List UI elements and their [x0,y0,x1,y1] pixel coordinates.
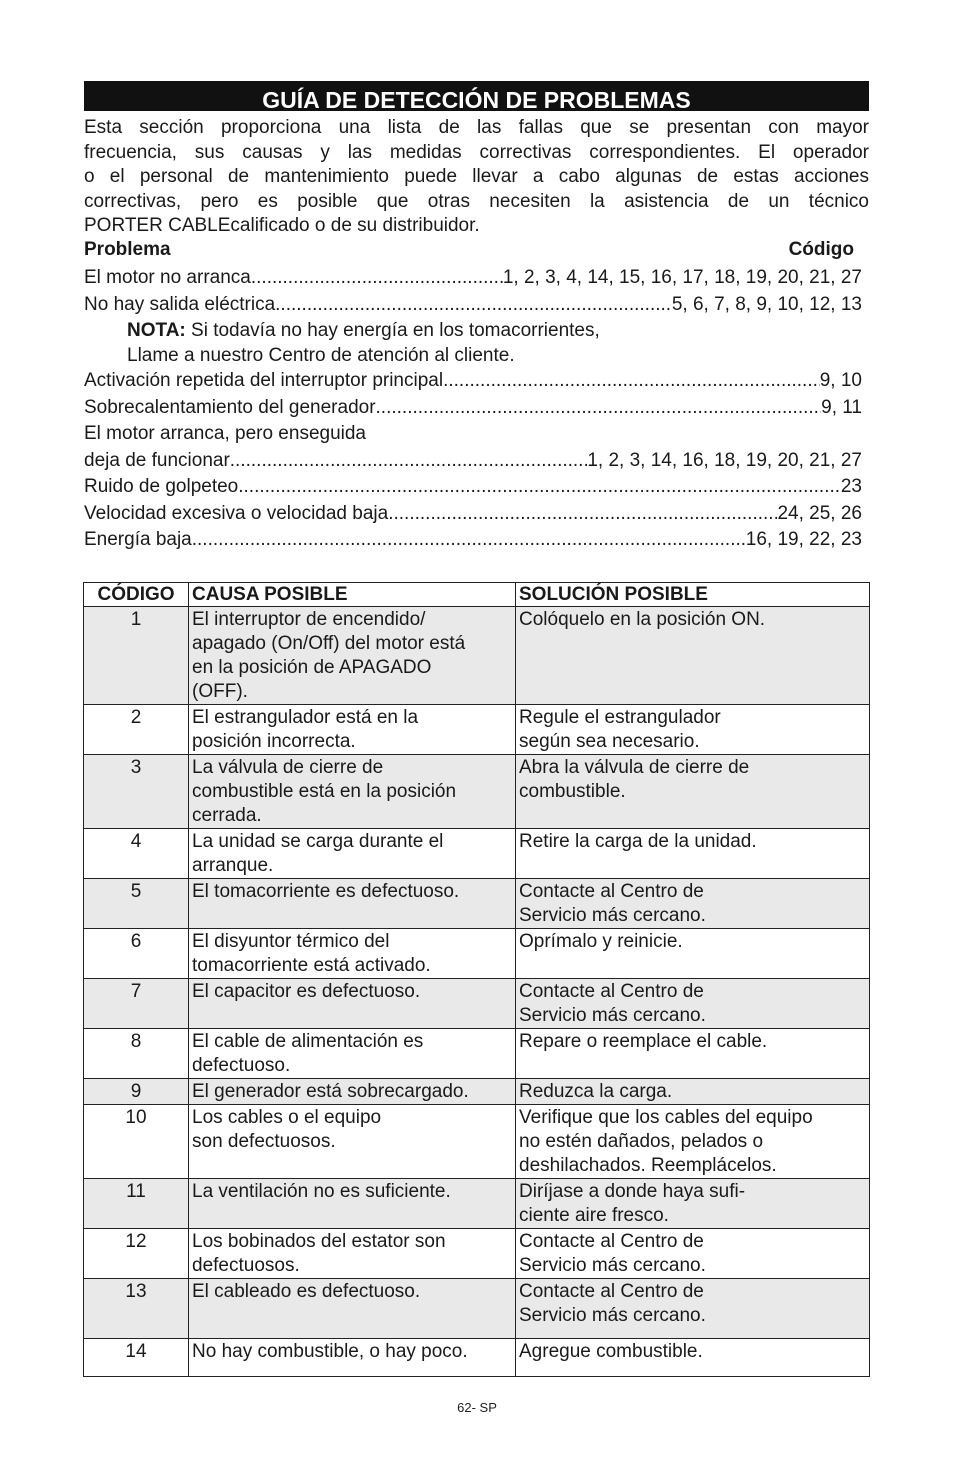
table-row [84,829,870,879]
cell-solution: Verifique que los cables del equipo no estén dañados, pelados o deshilachados. Reemplácelos. [516,1105,870,1179]
cell-code: 11 [84,1179,189,1229]
problem-codes: 9, 11 [821,396,862,418]
problem-label: Velocidad excesiva o velocidad baja [84,502,389,524]
table-row [84,1079,870,1105]
problem-codes: 5, 6, 7, 8, 9, 10, 12, 13 [671,293,862,315]
table-header-row [84,583,870,607]
leader-dots [443,368,820,395]
table-row [84,1179,870,1229]
cell-solution: Agregue combustible. [516,1339,870,1377]
note-line-2: Llame a nuestro Centro de atención al cliente. [127,345,515,366]
problem-label-first-line: El motor arranca, pero enseguida [84,423,366,444]
cell-code: 10 [84,1105,189,1179]
problem-codes: 16, 19, 22, 23 [745,529,862,550]
cell-cause: El interruptor de encendido/ apagado (On/Off) del motor está en la posición de APAGADO (OFF). [189,607,516,705]
cell-code: 9 [84,1079,189,1105]
leader-dots [251,265,503,292]
cell-solution: Contacte al Centro de Servicio más cercano. [516,1229,870,1279]
note-text: Si todavía no hay energía en los tomacorrientes, [185,320,600,341]
problem-row [84,474,862,501]
cell-code: 2 [84,705,189,755]
leader-dots [275,292,672,319]
problem-label: Ruido de golpeteo [84,476,239,497]
cell-cause: El capacitor es defectuoso. [189,979,516,1029]
cell-cause: El tomacorriente es defectuoso. [189,879,516,929]
problem-label: Sobrecalentamiento del generador [84,396,376,418]
table-row [84,979,870,1029]
cell-cause: Los cables o el equipo son defectuosos. [189,1105,516,1179]
page-title: GUÍA DE DETECCIÓN DE PROBLEMAS [84,81,869,111]
intro-line: frecuencia, sus causas y las medidas correctivas correspondientes. El operador [84,141,869,163]
cell-solution: Abra la válvula de cierre de combustible. [516,755,870,829]
cell-solution: Regule el estrangulador según sea necesario. [516,705,870,755]
problems-header-left: Problema [84,239,171,260]
intro-line: correctivas, pero es posible que otras necesiten la asistencia de un técnico [84,190,869,212]
table-row [84,929,870,979]
problem-codes: 24, 25, 26 [777,502,862,524]
cell-cause: El cable de alimentación es defectuoso. [189,1029,516,1079]
table-row [84,1339,870,1377]
table-row [84,755,870,829]
table-body [84,607,870,1377]
cell-solution: Diríjase a donde haya sufi- ciente aire fresco. [516,1179,870,1229]
table-row [84,705,870,755]
leader-dots [230,448,588,475]
table-row [84,607,870,705]
cell-code: 1 [84,607,189,705]
leader-dots [238,474,841,501]
header-code: CÓDIGO [84,583,189,607]
cell-code: 7 [84,979,189,1029]
header-cause: CAUSA POSIBLE [189,583,516,607]
cell-code: 14 [84,1339,189,1377]
problems-list [84,265,862,554]
cell-cause: El cableado es defectuoso. [189,1279,516,1339]
cell-cause: El estrangulador está en la posición incorrecta. [189,705,516,755]
cell-cause: La válvula de cierre de combustible está en la posición cerrada. [189,755,516,829]
intro-line: PORTER CABLEcalificado o de su distribuidor. [84,215,480,236]
cell-cause: El disyuntor térmico del tomacorriente está activado. [189,929,516,979]
table-row [84,1229,870,1279]
note-label: NOTA: [127,320,186,341]
problems-header-right: Código [788,239,854,260]
note-line [84,318,862,343]
problem-codes: 23 [840,476,862,497]
cell-cause: El generador está sobrecargado. [189,1079,516,1105]
cell-code: 3 [84,755,189,829]
leader-dots [192,527,746,554]
problems-header [84,238,854,262]
cell-code: 13 [84,1279,189,1339]
cell-solution: Colóquelo en la posición ON. [516,607,870,705]
cell-code: 12 [84,1229,189,1279]
problem-row [84,501,862,528]
cell-cause: La unidad se carga durante el arranque. [189,829,516,879]
leader-dots [376,395,822,422]
intro-paragraph [84,116,869,239]
cell-solution: Contacte al Centro de Servicio más cercano. [516,879,870,929]
problem-codes: 1, 2, 3, 14, 16, 18, 19, 20, 21, 27 [587,449,862,471]
problem-label: No hay salida eléctrica [84,293,276,315]
problem-label: Energía baja [84,529,192,550]
cell-code: 8 [84,1029,189,1079]
problem-row [84,527,862,554]
leader-dots [388,501,777,528]
cell-solution: Contacte al Centro de Servicio más cercano. [516,979,870,1029]
table-row [84,879,870,929]
problem-row [84,265,862,292]
problem-codes: 9, 10 [819,370,862,391]
cell-cause: No hay combustible, o hay poco. [189,1339,516,1377]
cell-solution: Retire la carga de la unidad. [516,829,870,879]
troubleshooting-table [83,582,870,1377]
cell-cause: La ventilación no es suficiente. [189,1179,516,1229]
cell-cause: Los bobinados del estator son defectuosos. [189,1229,516,1279]
problem-label: deja de funcionar [84,449,230,471]
problem-row [84,368,862,395]
intro-line: o el personal de mantenimiento puede llevar a cabo algunas de estas acciones [84,166,869,187]
problem-row [84,395,862,422]
problem-row [84,448,862,475]
cell-solution: Repare o reemplace el cable. [516,1029,870,1079]
table-row [84,1105,870,1179]
page-number: 62- SP [457,1400,497,1415]
problem-label: Activación repetida del interruptor principal [84,370,444,391]
intro-line: Esta sección proporciona una lista de las fallas que se presentan con mayor [84,117,869,138]
cell-solution: Oprímalo y reinicie. [516,929,870,979]
cell-code: 5 [84,879,189,929]
cell-code: 4 [84,829,189,879]
cell-solution: Contacte al Centro de Servicio más cercano. [516,1279,870,1339]
table-row [84,1279,870,1339]
cell-solution: Reduzca la carga. [516,1079,870,1105]
table-row [84,1029,870,1079]
header-solution: SOLUCIÓN POSIBLE [516,583,870,607]
cell-code: 6 [84,929,189,979]
problem-codes: 1, 2, 3, 4, 14, 15, 16, 17, 18, 19, 20, 21, 27 [502,267,862,288]
problem-label: El motor no arranca [84,267,251,288]
problem-row [84,292,862,319]
